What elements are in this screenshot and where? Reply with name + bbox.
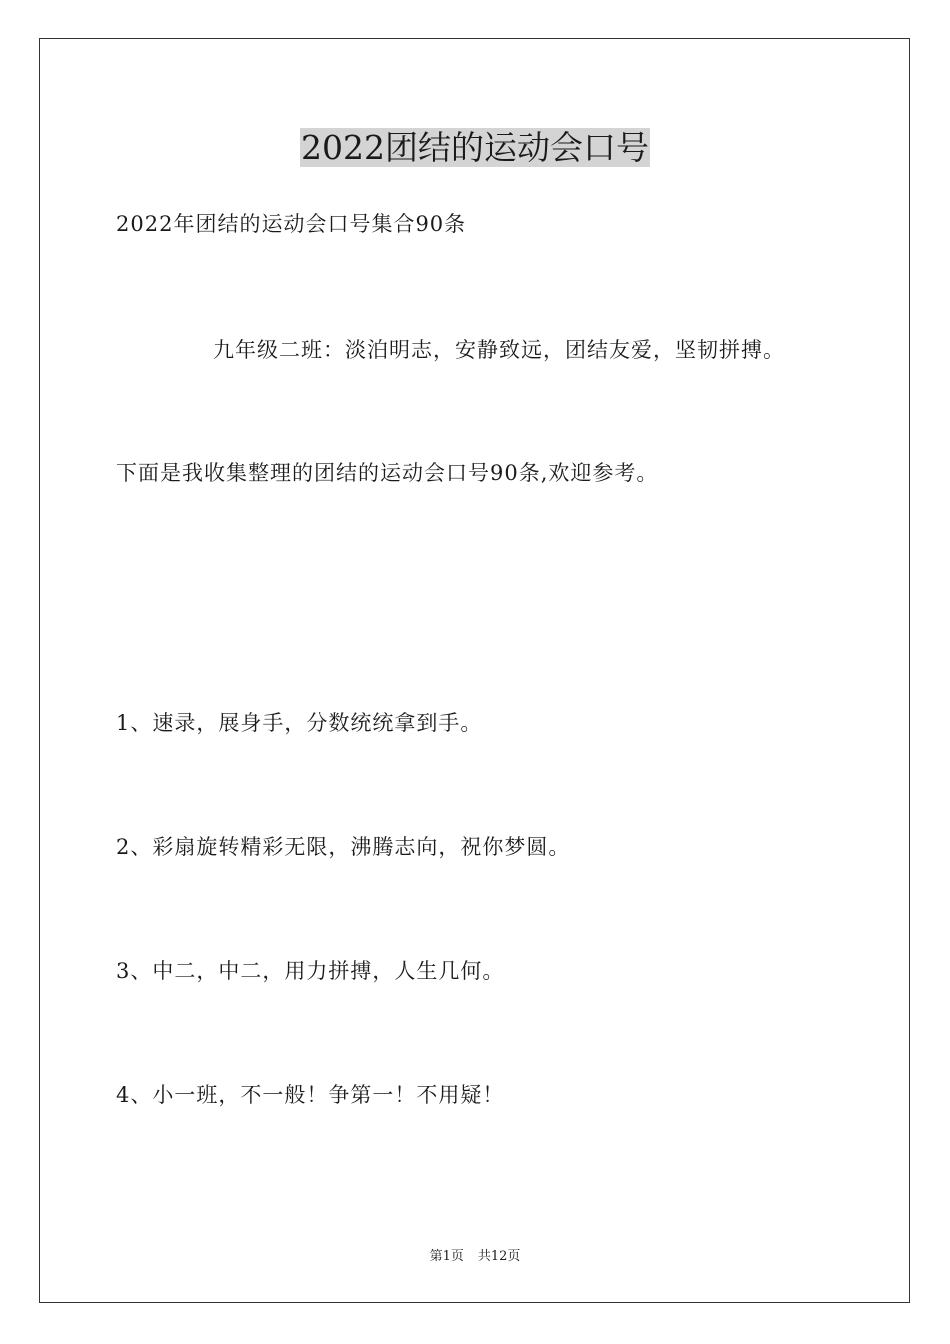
intro-line: 九年级二班：淡泊明志，安静致远，团结友爱，坚韧拼搏。	[213, 338, 785, 362]
document-title-text: 2022团结的运动会口号	[301, 128, 649, 167]
slogan-item-2: 2、彩扇旋转精彩无限，沸腾志向，祝你梦圆。	[116, 835, 571, 859]
page-number-current: 第1页	[429, 1249, 464, 1264]
slogan-item-1: 1、速录，展身手，分数统统拿到手。	[116, 711, 483, 735]
document-subtitle: 2022年团结的运动会口号集合90条	[116, 212, 467, 236]
slogan-item-4: 4、小一班，不一般！争第一！不用疑！	[116, 1083, 505, 1107]
slogan-item-3: 3、中二，中二，用力拼搏，人生几何。	[116, 959, 505, 983]
page-number-total: 共12页	[477, 1249, 521, 1264]
document-title	[0, 128, 950, 168]
lead-line: 下面是我收集整理的团结的运动会口号90条,欢迎参考。	[116, 461, 659, 485]
page-footer	[0, 1248, 950, 1266]
